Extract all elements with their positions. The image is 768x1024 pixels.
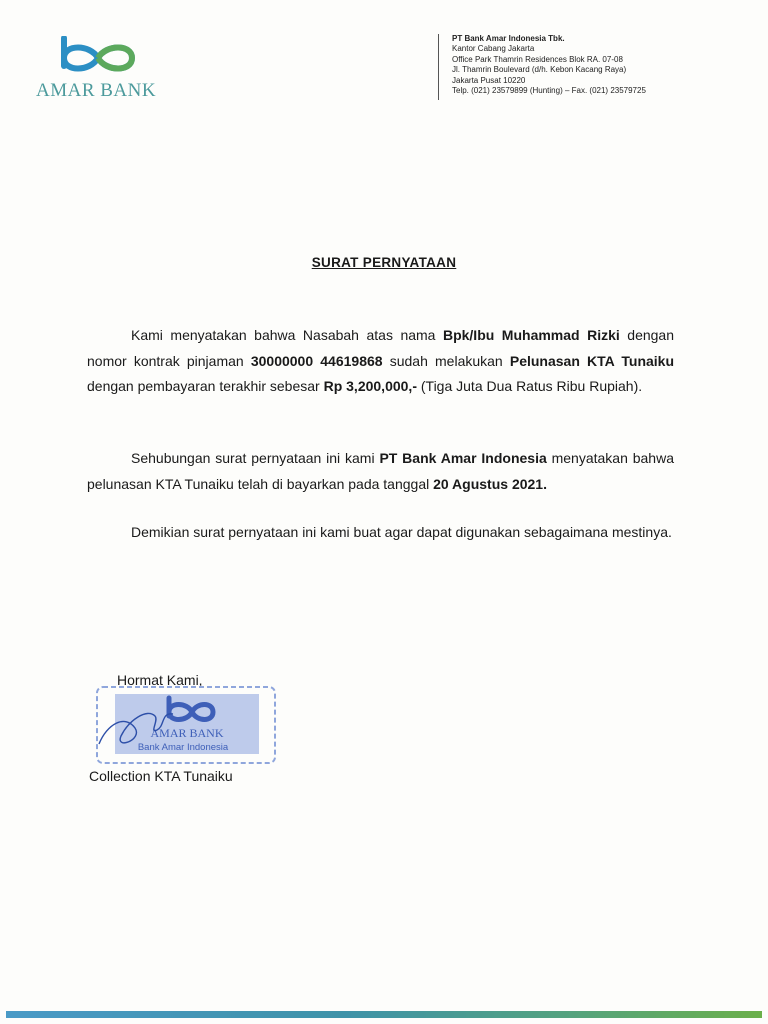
infinity-logo-icon — [60, 36, 136, 78]
signer-name: Collection KTA Tunaiku — [89, 768, 233, 784]
address-line: Office Park Thamrin Residences Blok RA. 07-08 — [452, 54, 623, 64]
contract-number: 30000000 44619868 — [250, 352, 383, 369]
address-line: Kantor Cabang Jakarta — [452, 44, 535, 54]
customer-name: Bpk/Ibu Muhammad Rizki — [442, 327, 620, 343]
paragraph-statement: Kami menyatakan bahwa Nasabah atas nama Bpk/Ibu Muhammad Rizki dengan nomor kontrak pinjaman 30000000 44619868 sudah melakukan Pelunasan KTA Tunaiku dengan pembayaran terakhir sebesar Rp 3,200,000,- (Tiga Juta Dua Ratus Ribu Rupiah). — [87, 327, 675, 394]
stamp-logo-text: AMAR BANK — [150, 726, 224, 740]
footer-color-bar — [6, 1011, 762, 1018]
logo-text: AMAR BANK — [36, 80, 157, 101]
company-name: PT Bank Amar Indonesia Tbk. — [452, 34, 565, 43]
paragraph-closing: Demikian surat pernyataan ini kami buat agar dapat digunakan sebagaimana mestinya. — [131, 524, 672, 540]
company-stamp — [95, 684, 277, 766]
address-line: Jakarta Pusat 10220 — [452, 75, 526, 85]
payment-date: 20 Agustus 2021. — [433, 475, 547, 492]
payment-amount: Rp 3,200,000,- — [323, 378, 417, 394]
letter-title: SURAT PERNYATAAN — [311, 255, 457, 270]
bank-name: PT Bank Amar Indonesia — [379, 450, 547, 466]
bank-address-block — [438, 34, 646, 100]
address-line: Jl. Thamrin Boulevard (d/h. Kebon Kacang Raya) — [452, 65, 627, 75]
loan-status: Pelunasan KTA Tunaiku — [509, 352, 675, 369]
closing-salutation: Hormat Kami, — [117, 672, 203, 688]
stamp-subtitle: Bank Amar Indonesia — [137, 742, 229, 753]
paragraph-confirmation: Sehubungan surat pernyataan ini kami PT Bank Amar Indonesia menyatakan bahwa pelunasan KTA Tunaiku telah di bayarkan pada tanggal 20 Agustus 2021. — [87, 450, 674, 492]
address-line: Telp. (021) 23579899 (Hunting) – Fax. (021) 23579725 — [452, 86, 646, 96]
amar-bank-logo — [36, 36, 166, 106]
